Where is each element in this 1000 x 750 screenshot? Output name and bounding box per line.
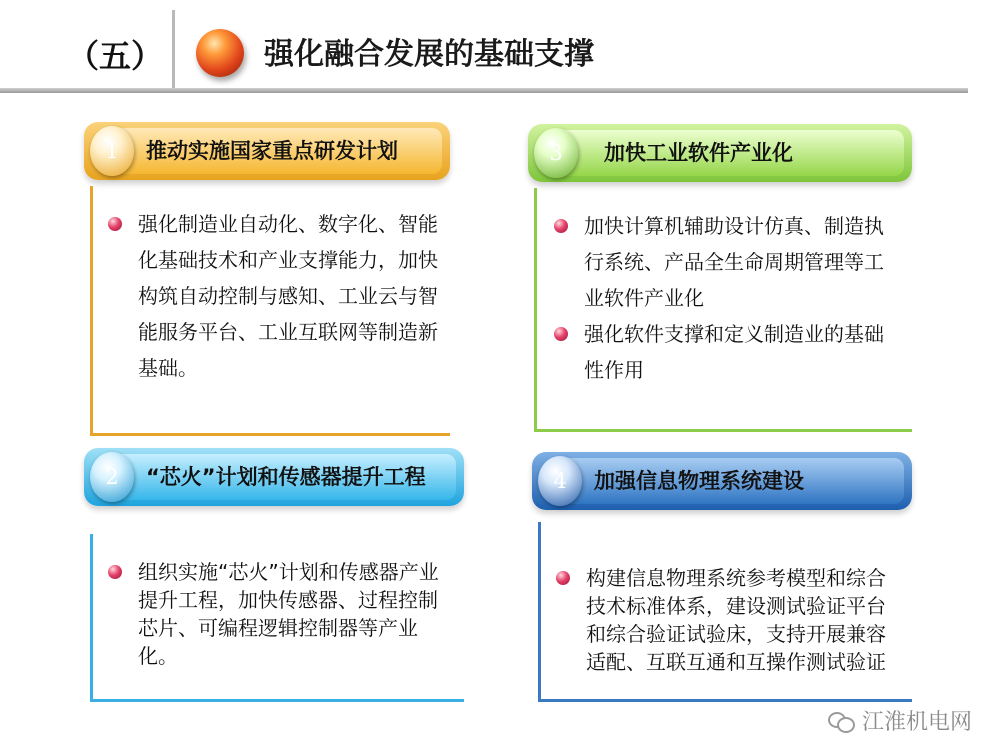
panel-title-bar: [84, 448, 464, 506]
watermark-text: 江淮机电网: [861, 710, 972, 735]
header-divider-vertical: [172, 10, 175, 92]
panel-key-rd-program: [84, 122, 450, 438]
list-item: 组织实施“芯火”计划和传感器产业提升工程，加快传感器、过程控制芯片、可编程逻辑控制器等产业化。: [104, 558, 448, 670]
panel-number: 4: [553, 469, 567, 493]
bullet-list: [550, 208, 900, 388]
panel-number: 1: [105, 139, 119, 163]
header-divider-horizontal: [0, 88, 968, 93]
panel-title-bar: [528, 124, 912, 182]
panel-title-bar: [532, 452, 912, 510]
header-orb-icon: [196, 29, 244, 77]
panel-number: 2: [105, 465, 119, 489]
watermark: [828, 705, 972, 736]
panel-title-bar: [84, 122, 450, 180]
panel-chip-sensor: [84, 448, 464, 704]
bullet-list: [104, 206, 444, 386]
panel-title: 加强信息物理系统建设: [594, 469, 804, 493]
bullet-list: [552, 564, 902, 676]
panel-title: “芯火”计划和传感器提升工程: [146, 465, 426, 489]
wechat-icon: [828, 710, 856, 732]
panel-number: 3: [549, 141, 563, 165]
page-title: 强化融合发展的基础支撑: [264, 37, 594, 72]
panel-cyber-physical: [532, 452, 912, 704]
panel-title: 推动实施国家重点研发计划: [146, 139, 398, 163]
panel-title: 加快工业软件产业化: [604, 141, 793, 165]
bullet-icon: [554, 327, 568, 341]
list-item: 构建信息物理系统参考模型和综合技术标准体系，建设测试验证平台和综合验证试验床，支持开展兼容适配、互联互通和互操作测试验证: [552, 564, 902, 676]
list-item: 加快计算机辅助设计仿真、制造执行系统、产品全生命周期管理等工业软件产业化: [550, 208, 900, 316]
section-number: （五）: [66, 37, 163, 75]
bullet-icon: [556, 571, 570, 585]
bullet-list: [104, 558, 448, 670]
bullet-icon: [554, 219, 568, 233]
bullet-icon: [108, 565, 122, 579]
bullet-icon: [108, 217, 122, 231]
list-item: 强化软件支撑和定义制造业的基础性作用: [550, 316, 900, 388]
list-item: 强化制造业自动化、数字化、智能化基础技术和产业支撑能力，加快构筑自动控制与感知、工业云与智能服务平台、工业互联网等制造新基础。: [104, 206, 444, 386]
panel-industrial-software: [528, 124, 912, 434]
